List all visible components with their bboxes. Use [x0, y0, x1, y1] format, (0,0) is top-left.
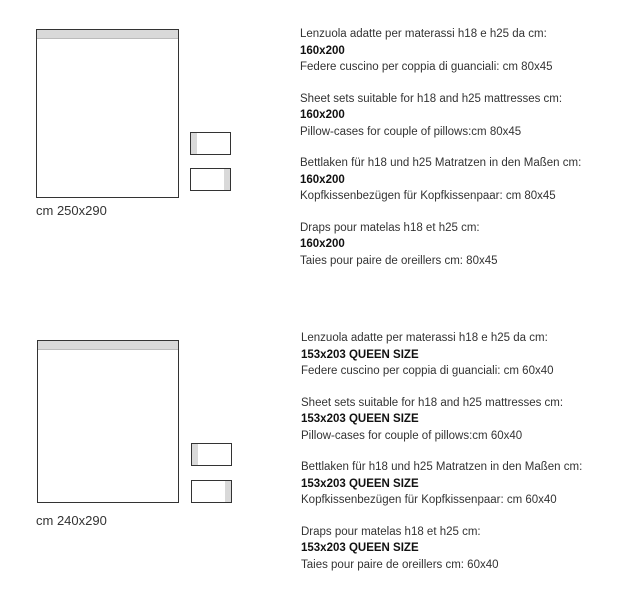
- sheet-label: Sheet sets suitable for h18 and h25 mattresses cm:: [300, 92, 563, 105]
- sheet-size: 153x203 QUEEN SIZE: [301, 348, 419, 361]
- pillow-label: Kopfkissenbezügen für Kopfkissenpaar: cm 60x40: [301, 494, 557, 506]
- sheet-label: Draps pour matelas h18 et h25 cm:: [300, 221, 480, 234]
- pillow-label: Federe cuscino per coppia di guanciali: cm 60x40: [301, 365, 554, 377]
- pillow-diagram-2a: [191, 443, 232, 466]
- lang-en: [301, 395, 621, 445]
- sheet-label: Lenzuola adatte per materassi h18 e h25 da cm:: [300, 28, 547, 40]
- lang-en: [300, 91, 620, 141]
- pillow-diagram-1a: [190, 132, 231, 155]
- description-block-2: [301, 330, 621, 588]
- sheet-size: 160x200: [300, 109, 345, 121]
- sheet-top-band: [37, 30, 178, 39]
- lang-fr: [301, 524, 621, 574]
- lang-de: [301, 459, 621, 509]
- sheet-size: 160x200: [300, 173, 345, 186]
- pillow-label: Taies pour paire de oreillers cm: 80x45: [300, 254, 498, 267]
- lang-de: [300, 155, 620, 205]
- pillow-diagram-1b: [190, 168, 231, 191]
- sheet-label: Draps pour matelas h18 et h25 cm:: [301, 525, 481, 538]
- pillow-label: Kopfkissenbezügen für Kopfkissenpaar: cm 80x45: [300, 190, 556, 202]
- lang-it: [301, 330, 621, 380]
- sheet-size: 153x203 QUEEN SIZE: [301, 413, 419, 425]
- sheet-size: 160x200: [300, 238, 345, 250]
- sheet-label: Sheet sets suitable for h18 and h25 mattresses cm:: [301, 396, 564, 409]
- sheet-label: Bettlaken für h18 und h25 Matratzen in den Maßen cm:: [300, 157, 582, 169]
- pillow-label: Pillow-cases for couple of pillows:cm 80x45: [300, 125, 522, 138]
- pillow-label: Federe cuscino per coppia di guanciali: cm 80x45: [300, 61, 553, 73]
- lang-fr: [300, 220, 620, 270]
- sheet-diagram-1: [36, 29, 179, 198]
- pillow-label: Taies pour paire de oreillers cm: 60x40: [301, 558, 499, 571]
- sheet-label: Lenzuola adatte per materassi h18 e h25 da cm:: [301, 332, 548, 344]
- size-label-2: cm 240x290: [36, 513, 107, 528]
- pillow-label: Pillow-cases for couple of pillows:cm 60x40: [301, 429, 523, 442]
- sheet-size: 153x203 QUEEN SIZE: [301, 477, 419, 490]
- lang-it: [300, 26, 620, 76]
- sheet-size: 160x200: [300, 44, 345, 57]
- sheet-diagram-2: [37, 340, 179, 503]
- description-block-1: [300, 26, 620, 284]
- pillow-diagram-2b: [191, 480, 232, 503]
- sheet-size: 153x203 QUEEN SIZE: [301, 542, 419, 554]
- sheet-label: Bettlaken für h18 und h25 Matratzen in den Maßen cm:: [301, 461, 583, 473]
- sheet-top-band: [38, 341, 178, 350]
- size-label-1: cm 250x290: [36, 203, 107, 218]
